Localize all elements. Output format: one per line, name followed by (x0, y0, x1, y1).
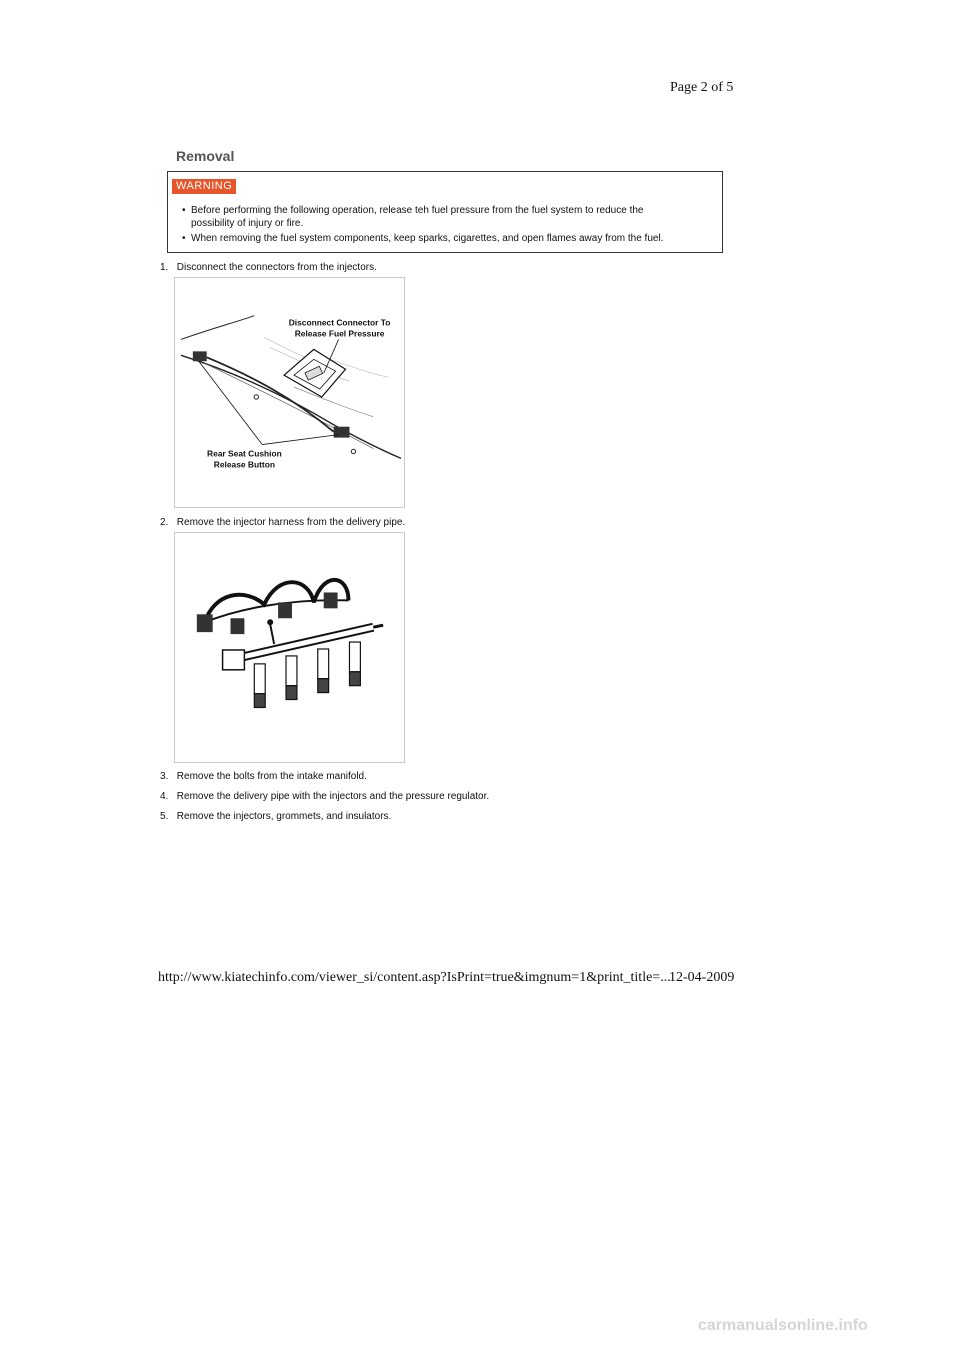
step-number: 1. (160, 262, 169, 273)
warning-item-text: Before performing the following operation, release teh fuel pressure from the fuel system to reduce the (191, 205, 644, 216)
step-number: 4. (160, 791, 169, 802)
warning-list (182, 204, 716, 247)
step-number: 5. (160, 811, 169, 822)
warning-item-text-cont: possibility of injury or fire. (191, 218, 304, 229)
injector-harness-illustration (175, 533, 404, 762)
label-release-button: Release Button (213, 459, 275, 470)
step-number: 2. (160, 517, 169, 528)
step-1 (160, 261, 377, 274)
connector-illustration (175, 278, 404, 507)
step-3 (160, 770, 367, 783)
footer-url: http://www.kiatechinfo.com/viewer_si/content.asp?IsPrint=true&imgnum=1&print_title=... (158, 970, 671, 985)
step-text: Remove the injector harness from the delivery pipe. (176, 517, 406, 528)
step-text: Remove the delivery pipe with the injectors and the pressure regulator. (176, 791, 490, 802)
warning-box (167, 171, 723, 253)
step-4 (160, 790, 489, 803)
warning-item (182, 232, 716, 245)
warning-item (182, 204, 716, 230)
figure-connector-diagram (174, 277, 405, 508)
section-title: Removal (176, 148, 235, 164)
label-rear-seat-cushion: Rear Seat Cushion (207, 448, 282, 459)
step-text: Remove the injectors, grommets, and insulators. (176, 811, 392, 822)
watermark: carmanualsonline.info (698, 1317, 868, 1334)
bullet-icon: • (182, 233, 186, 244)
footer-date: 12-04-2009 (669, 970, 735, 985)
warning-item-text: When removing the fuel system components, keep sparks, cigarettes, and open flames away from the fuel. (191, 233, 664, 244)
bullet-icon: • (182, 205, 186, 216)
step-5 (160, 810, 391, 823)
label-release-fuel-pressure: Release Fuel Pressure (294, 328, 385, 339)
step-text: Remove the bolts from the intake manifold. (176, 771, 367, 782)
page-number: Page 2 of 5 (670, 80, 734, 95)
figure-injector-harness (174, 532, 405, 763)
step-text: Disconnect the connectors from the injectors. (176, 262, 377, 273)
label-disconnect-connector: Disconnect Connector To (288, 317, 391, 328)
warning-badge: WARNING (172, 179, 236, 194)
step-2 (160, 516, 405, 529)
step-number: 3. (160, 771, 169, 782)
